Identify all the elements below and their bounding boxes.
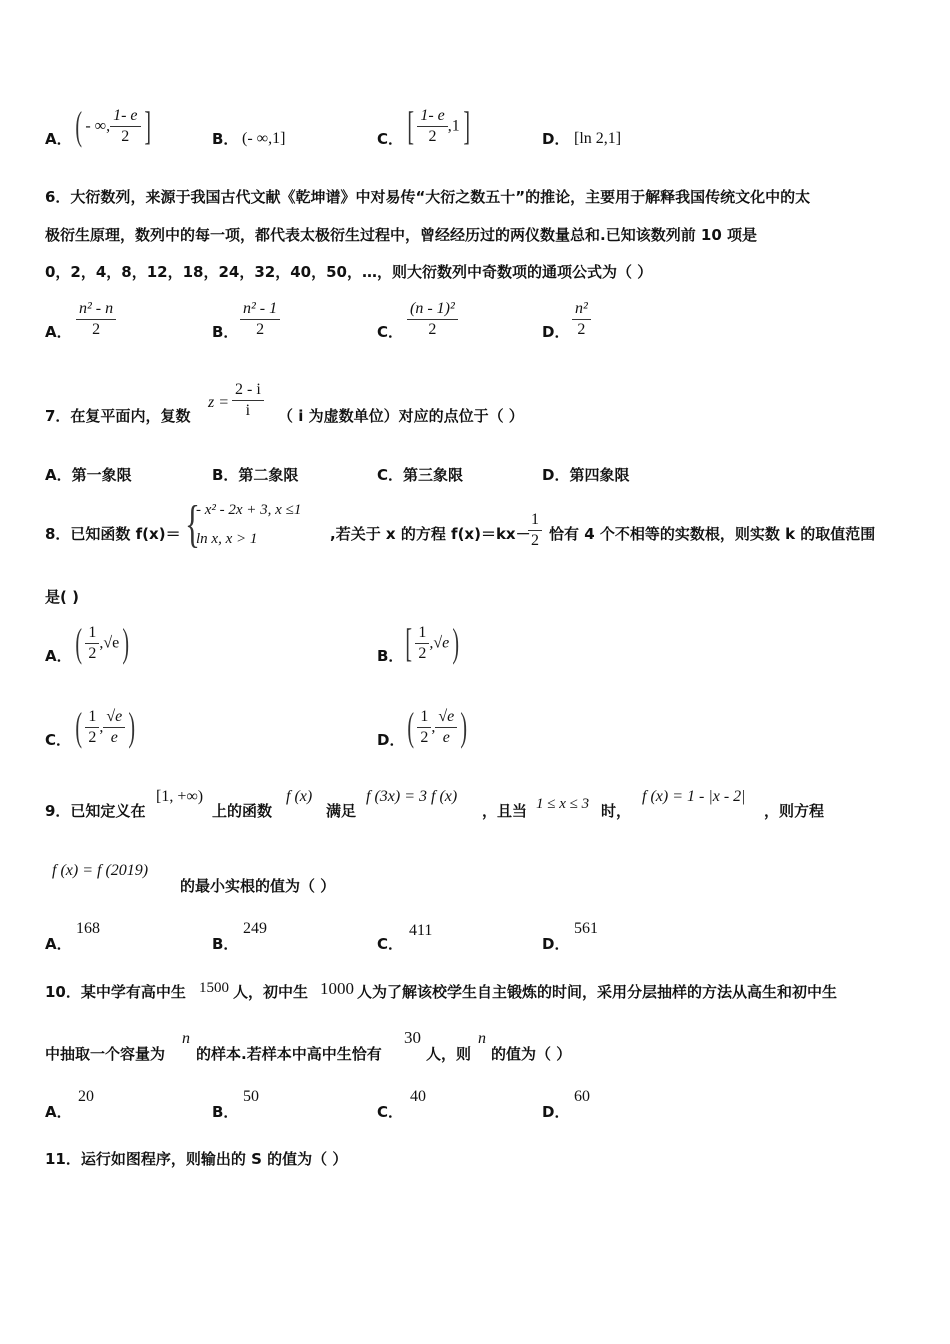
q8-half-den: 2 [531,532,539,549]
q7-den: i [245,402,251,419]
q10-option-b-label: B． [212,1103,239,1121]
q6-option-d-den: 2 [577,321,586,338]
q10-option-d: 60 [574,1088,590,1105]
q10-num-3: 30 [404,1028,421,1047]
q9-option-d-label: D． [542,935,570,953]
q5-option-a-den: 2 [121,127,130,145]
q10-n-var: n [182,1030,190,1047]
q8-option-b-right: ,√e [429,634,450,652]
q5-option-b-math: (- ∞,1] [242,130,286,147]
q6-option-d-num: n² [572,299,591,320]
q6-option-b-num: n² - 1 [240,299,280,320]
q9-text-2: 满足 [326,802,357,820]
q8-option-c-label: C． [45,731,72,749]
q5-option-c-den: 2 [428,127,437,145]
q10-option-d-label: D． [542,1103,570,1121]
q7-fraction [232,380,264,421]
q5-option-c-num: 1- e [417,106,447,127]
q10-text-1: 10．某中学有高中生 [45,983,186,1001]
q5-option-c-label: C． [377,130,404,148]
q8-prefix: 8．已知函数 f(x)＝ [45,525,181,543]
q7-z: z = [208,394,230,411]
q8-option-b-num: 1 [415,623,429,644]
q9-option-b-label: B． [212,935,239,953]
q10-text-4: 中抽取一个容量为 [45,1045,166,1063]
q9-option-a-label: A． [45,935,72,953]
q9-eq-2: f (x) = 1 - |x - 2| [642,788,746,805]
q9-cond: 1 ≤ x ≤ 3 [536,796,590,812]
q8-option-c-den: 2 [88,728,97,746]
q10-n-var-2: n [478,1030,486,1047]
q8-option-b-label: B． [377,647,404,665]
q5-option-a-num: 1- e [110,106,140,127]
q8-option-c-den2: e [110,728,118,746]
q9-option-d: 561 [574,920,598,937]
q5-option-a-math: ( - ∞, $\frac{1- e}{2}$ ] [75,103,151,148]
q9-eq-1: f (3x) = 3 f (x) [366,788,458,805]
q9-interval: [1, +∞) [156,788,204,805]
q8-case-2: ln x, x > 1 [196,531,258,547]
q8-option-c-num: 1 [85,707,99,728]
q7-prefix: 7．在复平面内，复数 [45,407,191,425]
q6-line-1: 6．大衍数列，来源于我国古代文献《乾坤谱》中对易传“大衍之数五十”的推论，主要用于解释我国传统文化中的太 [45,188,811,206]
q8-brace: { [184,496,200,553]
q8-option-a-label: A． [45,647,72,665]
q9-text-5: ，则方程 [764,802,825,820]
q10-option-c-label: C． [377,1103,404,1121]
q10-text-3: 人为了解该校学生自主锻炼的时间，采用分层抽样的方法从高生和初中生 [357,983,838,1001]
q8-half-num: 1 [528,510,542,531]
q8-option-d-num: 1 [417,707,431,728]
q7-option-d: D．第四象限 [542,466,630,484]
q9-text-1: 上的函数 [212,802,273,820]
q6-option-b-label: B． [212,323,239,341]
q10-text-6: 人，则 [426,1045,472,1063]
q5-option-d-math: [ln 2,1] [574,130,622,147]
q10-text-7: 的值为（ ） [491,1045,572,1063]
q5-option-a-label: A． [45,130,72,148]
q9-option-c: 411 [409,922,433,939]
q8-case-1: - x² - 2x + 3, x ≤1 [196,502,302,518]
q7-option-b: B．第二象限 [212,466,299,484]
q6-option-d-frac [572,299,591,340]
q6-option-b-den: 2 [256,321,265,338]
q9-option-c-label: C． [377,935,404,953]
q8-suffix: 恰有 4 个不相等的实数根，则实数 k 的取值范围 [549,525,876,543]
q9-eq-3: f (x) = f (2019) [52,862,149,879]
q8-option-d-num2: √e [435,707,457,728]
q8-line-2: 是( ) [45,588,79,606]
q10-text-2: 人，初中生 [233,983,309,1001]
q6-option-a-label: A． [45,323,72,341]
q10-option-a-label: A． [45,1103,72,1121]
q6-option-a-num: n² - n [76,299,116,320]
q10-num-1: 1500 [199,980,229,996]
q10-text-5: 的样本.若样本中高中生恰有 [196,1045,382,1063]
q10-option-a: 20 [78,1088,94,1105]
q6-line-2: 极衍生原理，数列中的每一项，都代表太极衍生过程中，曾经经历过的两仪数量总和.已知该数列前 10 项是 [45,226,758,244]
q8-middle: ,若关于 x 的方程 f(x)＝kx－ [330,525,531,543]
q10-option-b: 50 [243,1088,259,1105]
q8-option-d-label: D． [377,731,405,749]
q5-option-c-right: ,1 [447,117,460,135]
q9-fx: f (x) [286,788,313,805]
q9-text-3: ，且当 [482,802,528,820]
q11-text: 11．运行如图程序，则输出的 S 的值为（ ） [45,1150,348,1168]
q6-option-a-den: 2 [92,321,101,338]
q5-option-d-label: D． [542,130,570,148]
q7-suffix: （ i 为虚数单位）对应的点位于（ ） [278,407,524,425]
q5-option-a-left: - ∞, [85,117,111,135]
q6-option-c-num: (n - 1)² [407,299,458,320]
q7-option-c: C．第三象限 [377,466,464,484]
q7-num: 2 - i [232,380,264,401]
q6-line-3: 0，2，4，8，12，18，24，32，40，50，…，则大衍数列中奇数项的通项公式为（ ） [45,263,653,281]
q8-option-c-math: ( $\frac{1}{2}$ , $\frac{√e}{e}$ ) [75,704,136,749]
q6-option-b-frac [240,299,280,340]
q6-option-c-frac [407,299,458,340]
q9-text-6: 的最小实根的值为（ ） [180,877,336,895]
q9-option-a: 168 [76,920,100,937]
q8-option-b-math: [ $\frac{1}{2}$ ,√e) [405,620,460,665]
q9-option-b: 249 [243,920,267,937]
q8-option-d-math: ( $\frac{1}{2}$ , $\frac{√e}{e}$ ) [407,704,468,749]
q8-option-a-right: ,√e [99,634,120,652]
q5-option-c-math: [ $\frac{1- e}{2}$ ,1] [407,103,470,148]
q10-num-2: 1000 [320,979,354,998]
q6-option-a-frac [76,299,116,340]
q6-option-c-den: 2 [428,321,437,338]
q6-option-d-label: D． [542,323,570,341]
q5-option-b-label: B． [212,130,239,148]
q8-option-c-num2: √e [103,707,125,728]
q7-option-a: A．第一象限 [45,466,132,484]
q8-option-d-den: 2 [420,728,429,746]
q9-text-4: 时， [601,802,632,820]
q8-option-d-den2: e [442,728,450,746]
q8-half [528,510,542,551]
q8-option-a-den: 2 [88,644,97,662]
q6-option-c-label: C． [377,323,404,341]
q8-option-a-num: 1 [85,623,99,644]
q8-option-b-den: 2 [418,644,427,662]
q9-prefix: 9．已知定义在 [45,802,146,820]
q8-option-a-math: ( $\frac{1}{2}$ ,√e) [75,620,130,665]
q10-option-c: 40 [410,1088,426,1105]
